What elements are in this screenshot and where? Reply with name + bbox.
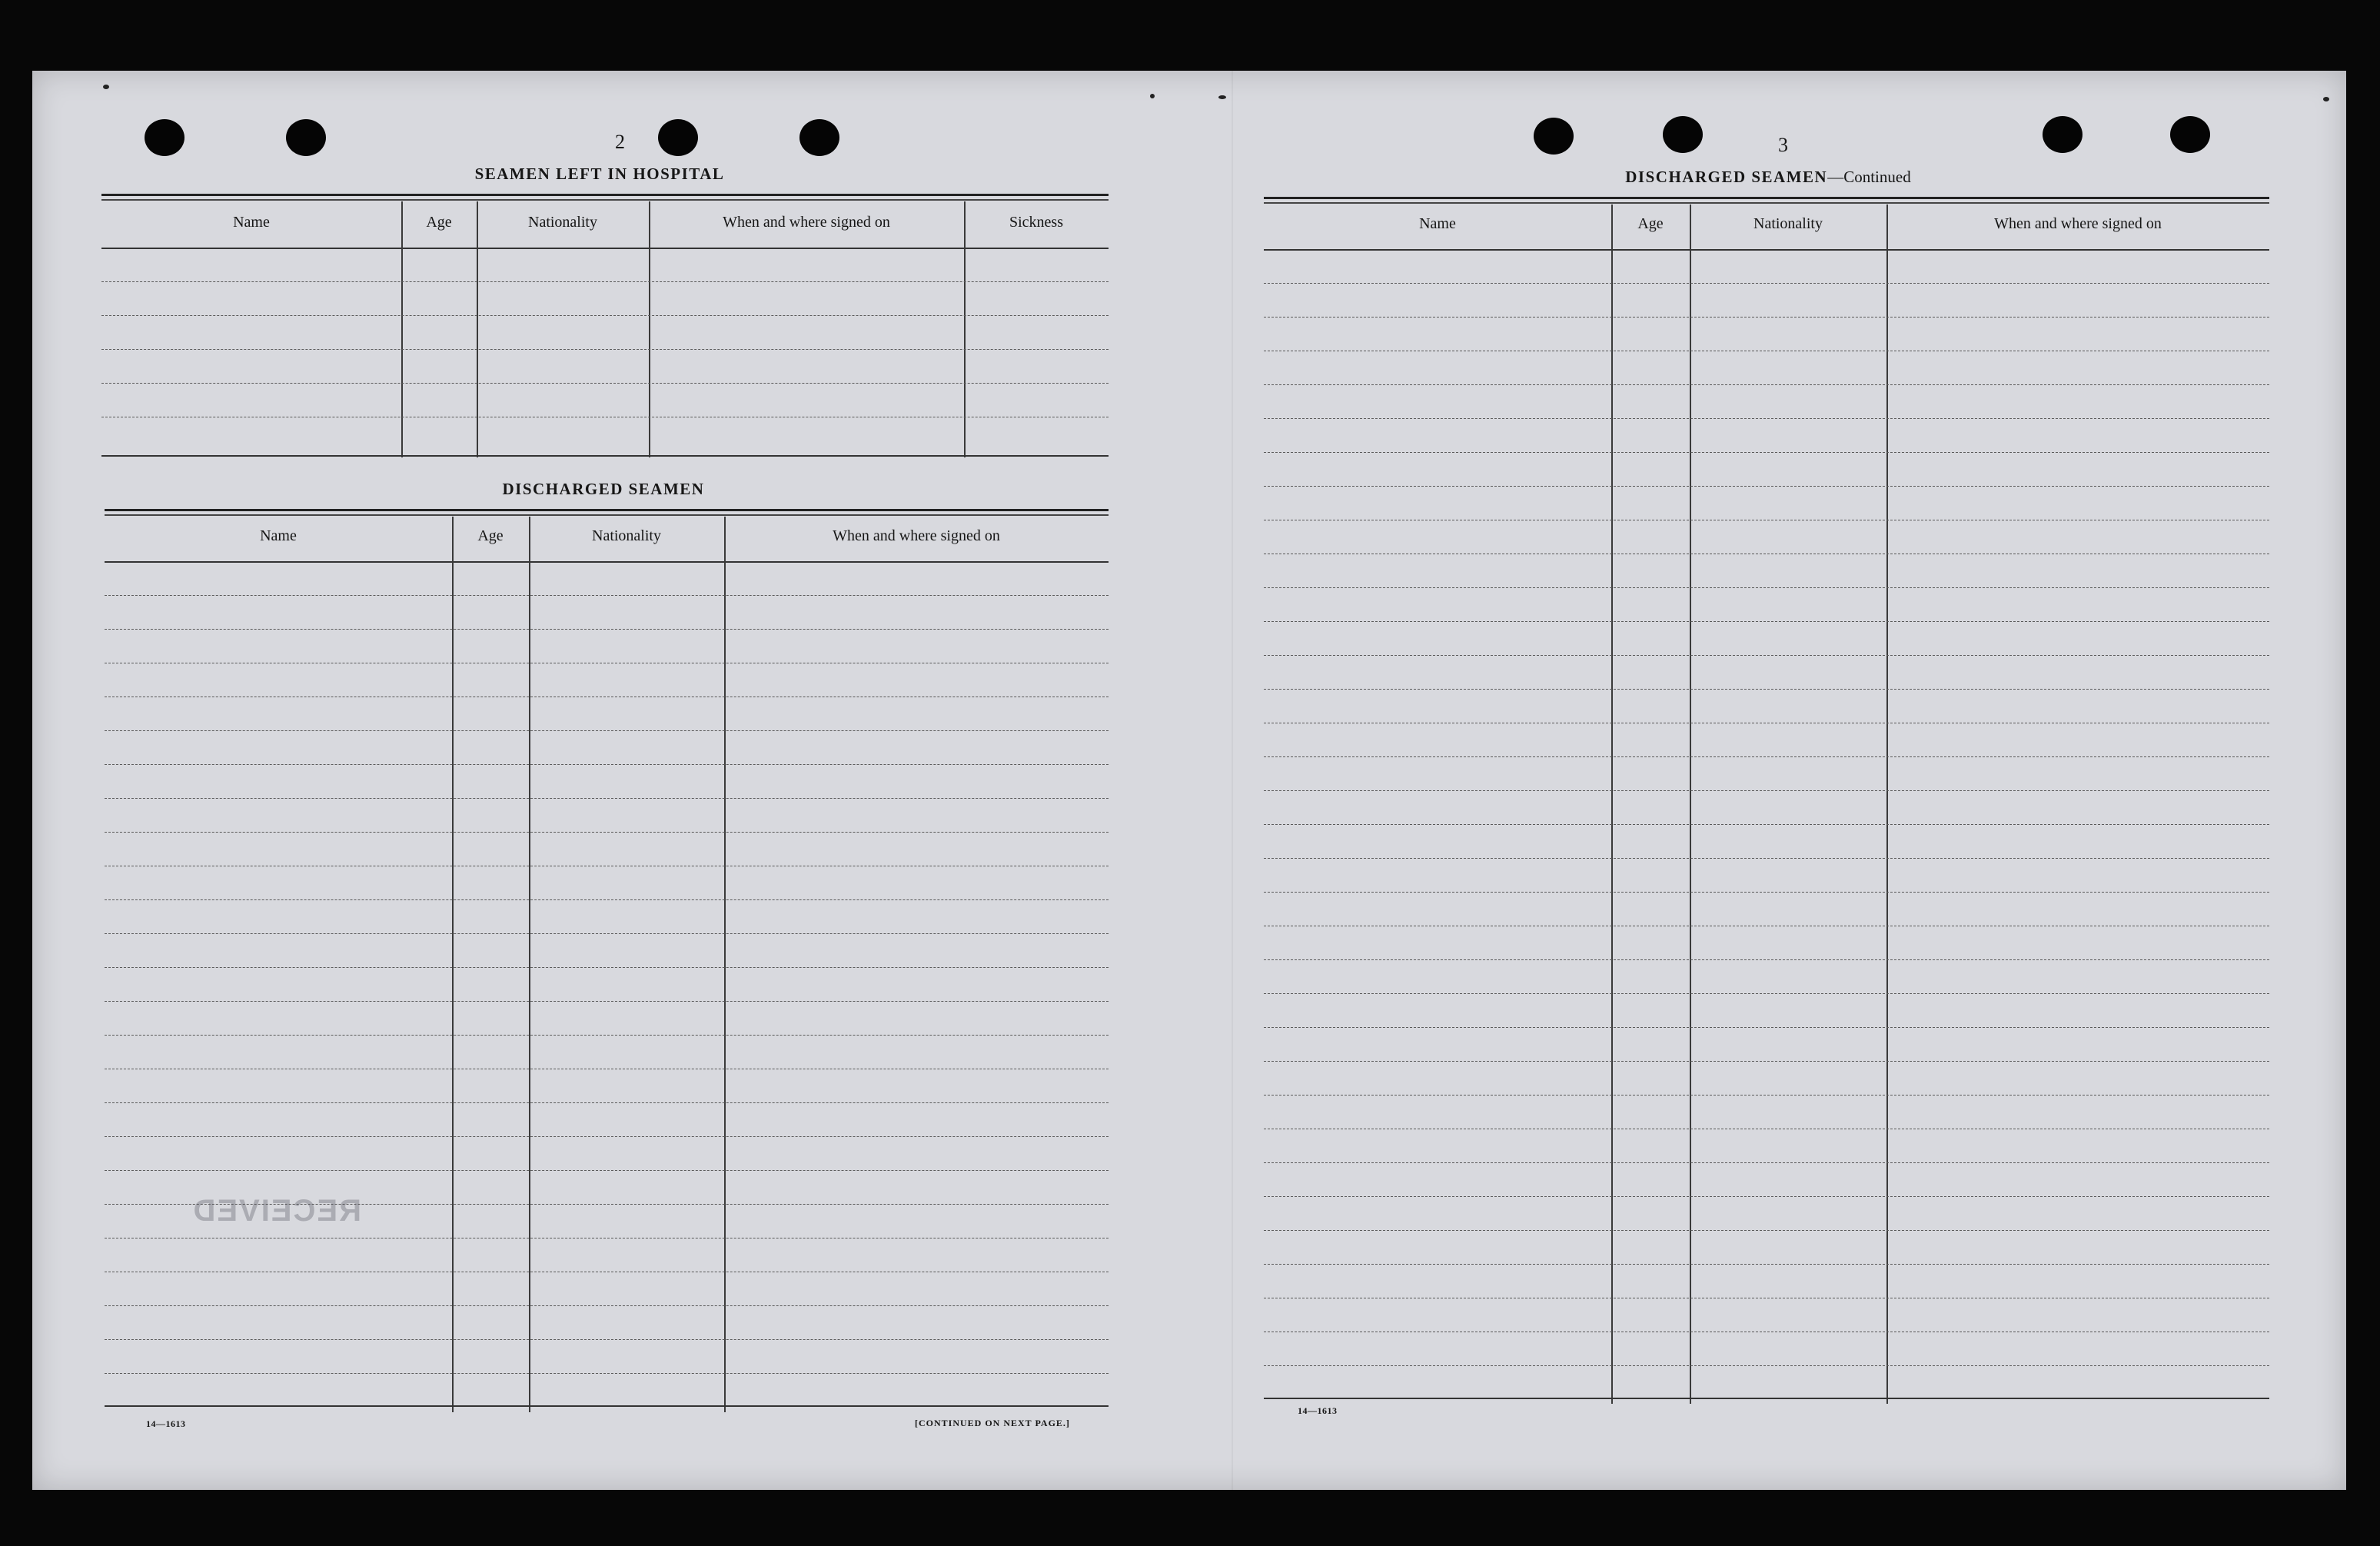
page-number: 2: [615, 131, 625, 153]
table-row: [1264, 317, 2269, 318]
table-row: [1264, 993, 2269, 994]
table-row: [105, 1102, 1109, 1103]
form-number: 14—1613: [1298, 1405, 1338, 1416]
table-row: [105, 832, 1109, 833]
col-header-age: Age: [477, 527, 504, 544]
punch-hole: [1534, 118, 1574, 155]
table-row: [1264, 756, 2269, 757]
table-row: [105, 595, 1109, 596]
dust-speck: [2323, 97, 2329, 101]
table-row: [1264, 418, 2269, 419]
table-row: [1264, 1196, 2269, 1197]
table-row: [105, 1170, 1109, 1171]
table-row: [105, 1136, 1109, 1137]
table-row: [105, 798, 1109, 799]
table-row: [1264, 892, 2269, 893]
table-row: [101, 281, 1109, 282]
col-header-nationality: Nationality: [528, 214, 597, 231]
table-row: [101, 315, 1109, 316]
table-row: [1264, 621, 2269, 622]
table-row: [1264, 452, 2269, 453]
col-header-name: Name: [1419, 215, 1456, 232]
punch-hole: [286, 119, 326, 156]
table-row: [101, 383, 1109, 384]
table-row: [105, 730, 1109, 731]
dust-speck: [103, 85, 109, 89]
table-row: [101, 349, 1109, 350]
col-header-age: Age: [426, 214, 452, 231]
table-row: [1264, 689, 2269, 690]
table-row: [105, 1305, 1109, 1306]
table-row: [105, 1339, 1109, 1340]
table-row: [1264, 1230, 2269, 1231]
table-row: [105, 899, 1109, 900]
table-row: [1264, 1061, 2269, 1062]
col-header-signed-on: When and where signed on: [1994, 215, 2162, 232]
table-row: [105, 1373, 1109, 1374]
table-row: [105, 933, 1109, 934]
page-fold: [1232, 71, 1233, 1490]
col-header-sickness: Sickness: [1009, 214, 1063, 231]
col-header-name: Name: [233, 214, 270, 231]
col-header-age: Age: [1637, 215, 1664, 232]
punch-hole: [145, 119, 184, 156]
table-row: [105, 629, 1109, 630]
col-header-signed-on: When and where signed on: [723, 214, 890, 231]
col-header-nationality: Nationality: [1753, 215, 1823, 232]
punch-hole: [658, 119, 698, 156]
punch-hole: [2043, 116, 2082, 153]
form-number: 14—1613: [146, 1418, 186, 1429]
table-row: [1264, 790, 2269, 791]
table-row: [1264, 1365, 2269, 1366]
dust-speck: [1218, 95, 1226, 99]
table-row: [1264, 858, 2269, 859]
table-row: [1264, 1264, 2269, 1265]
hospital-section-title: SEAMEN LEFT IN HOSPITAL: [474, 165, 725, 183]
punch-hole: [2170, 116, 2210, 153]
table-row: [1264, 384, 2269, 385]
table-row: [1264, 1027, 2269, 1028]
discharged-continued-table: [1264, 197, 2269, 1404]
dust-speck: [1150, 94, 1155, 98]
continued-note: [CONTINUED ON NEXT PAGE.]: [915, 1418, 1070, 1428]
discharged-continued-title: DISCHARGED SEAMEN—Continued: [1625, 168, 1911, 186]
stamp-text: RECEIVED: [191, 1194, 361, 1228]
page-number: 3: [1778, 134, 1788, 156]
table-row: [1264, 959, 2269, 960]
table-row: [105, 764, 1109, 765]
discharged-section-title: DISCHARGED SEAMEN: [502, 480, 705, 498]
col-header-name: Name: [260, 527, 297, 544]
table-row: [1264, 824, 2269, 825]
table-row: [1264, 587, 2269, 588]
received-stamp: [184, 1194, 361, 1278]
col-header-signed-on: When and where signed on: [833, 527, 1000, 544]
table-row: [105, 967, 1109, 968]
table-row: [105, 1001, 1109, 1002]
table-row: [1264, 283, 2269, 284]
punch-hole: [799, 119, 839, 156]
col-header-nationality: Nationality: [592, 527, 661, 544]
punch-hole: [1663, 116, 1703, 153]
table-row: [1264, 486, 2269, 487]
table-row: [105, 1035, 1109, 1036]
hospital-table: [101, 194, 1109, 459]
table-row: [1264, 655, 2269, 656]
table-row: [1264, 1162, 2269, 1163]
